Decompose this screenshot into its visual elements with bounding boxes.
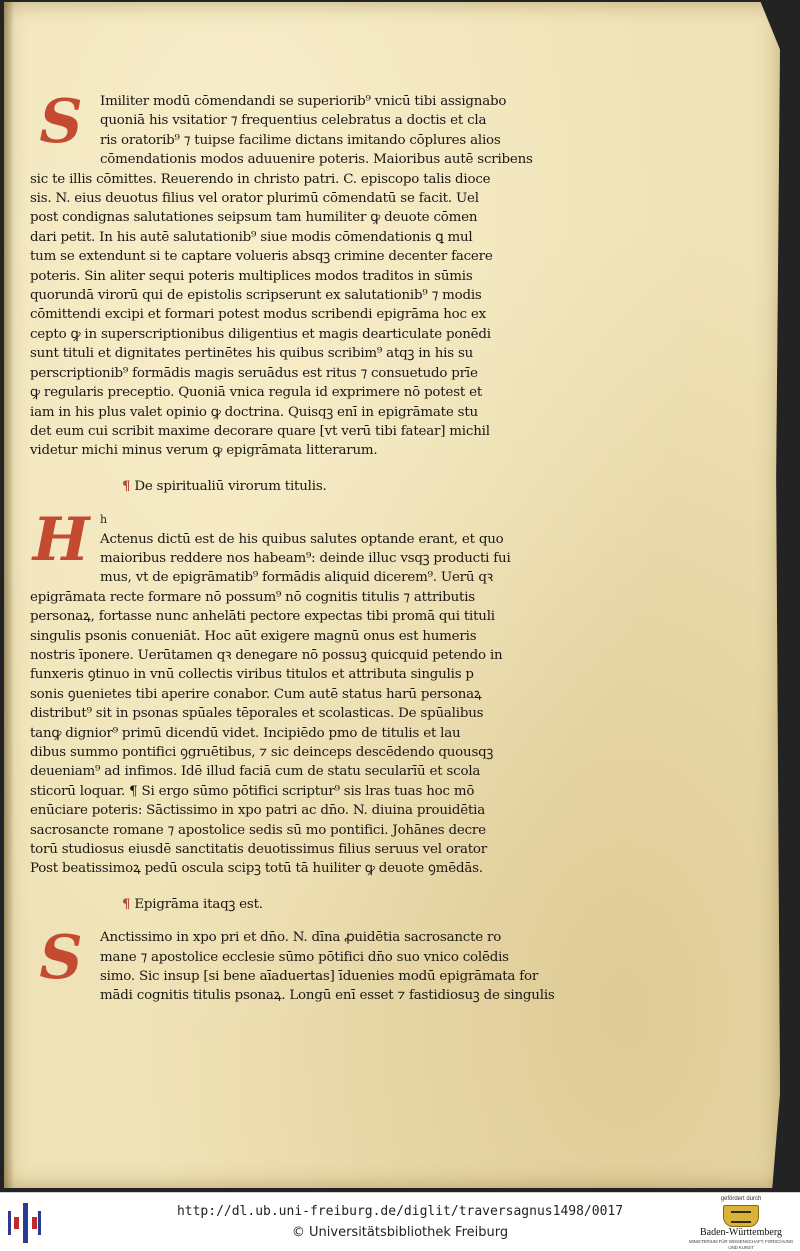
paragraph-2 <box>30 505 578 879</box>
text-line: sic te illis cōmittes. Reuerendo in christo patri. C. episcopo talis dioce <box>30 171 491 187</box>
paragraph-1-lines <box>30 87 578 461</box>
text-line: mane ⁊ apostolice ecclesie sūmo pōtifici dn̄o suo vnico colēdis <box>100 949 509 965</box>
text-line: quoniā his vsitatior ⁊ frequentius celebratus a doctis et cla <box>100 113 487 129</box>
guide-letter: h <box>100 513 107 527</box>
decorated-initial: H <box>32 505 90 576</box>
text-line: cōmendationis modos aduuenire poteris. Maioribus autē scribens <box>100 152 533 168</box>
sponsor-ministry: MINISTERIUM FÜR WISSENSCHAFT, FORSCHUNG UND KUNST <box>688 1239 794 1250</box>
heading-text: De spiritualiū virorum titulis. <box>134 478 327 494</box>
text-line: cepto ꝙ in superscriptionibus diligentius et magis dearticulate ponēdi <box>30 326 491 342</box>
text-line: poteris. Sin aliter sequi poteris multiplices modos traditos in sūmis <box>30 268 473 284</box>
decorated-initial: S <box>39 87 83 157</box>
text-line: tum se extendunt si te captare volueris absqꝫ crimine decenter facere <box>30 249 493 265</box>
text-line: tanꝙ dignior⁹ primū dicendū videt. Incipiēdo pmo de titulis et lau <box>30 725 461 741</box>
text-line: post condignas salutationes seipsum tam humiliter ꝙ deuote cōmen <box>30 210 478 226</box>
sponsor-label: gefördert durch <box>720 1196 762 1202</box>
text-line: personaꝝ, fortasse nunc anhelāti pectore expectas tibi promā qui tituli <box>30 609 495 625</box>
text-line: funxeris ꝯtinuo in vnū collectis viribus titulos et attributa singulis p <box>30 667 474 683</box>
text-line: quorundā virorū qui de epistolis scripserunt ex salutationib⁹ ⁊ modis <box>30 288 482 304</box>
text-line: Imiliter modū cōmendandi se superiorib⁹ vnicū tibi assignabo <box>100 94 507 109</box>
text-line: epigrāmata recte formare nō possum⁹ nō cognitis titulis ⁊ attributis <box>30 589 475 605</box>
heading-text: Epigrāma itaqꝫ est. <box>134 896 263 912</box>
text-line: sis. N. eius deuotus filius vel orator plurimū cōmendatū se facit. Uel <box>30 191 479 207</box>
coat-of-arms-icon <box>723 1205 759 1227</box>
text-line: ꝙ regularis preceptio. Quoniā vnica regula id exprimere nō potest et <box>30 385 483 401</box>
text-line: nostris īponere. Uerūtamen qꝛ denegare nō possuꝫ quicquid petendo in <box>30 647 503 663</box>
text-line: maioribus reddere nos habeam⁹: deinde illuc vsqꝫ producti fui <box>100 550 511 566</box>
text-line: sticorū loquar. ¶ Si ergo sūmo pōtifici scriptur⁹ sis lras tuas hoc mō <box>30 783 475 799</box>
text-line: perscriptionib⁹ formādis magis seruādus est ritus ⁊ consuetudo prīe <box>30 365 478 381</box>
text-line: singulis psonis conueniāt. Hoc aūt exigere magnū onus est humeris <box>30 628 477 644</box>
text-line: det eum cui scribit maxime decorare quare [vt verū tibi fatear] michil <box>30 423 490 439</box>
page-binding-shadow <box>4 2 14 1188</box>
paragraph-3-lines <box>30 923 578 1006</box>
text-line: sunt tituli et dignitates pertinētes his quibus scribim⁹ atqꝫ in his su <box>30 346 474 362</box>
text-line: sonis ꝯuenietes tibi aperire conabor. Cum autē status harū personaꝝ <box>30 686 482 702</box>
text-line: dibus summo pontifici ꝯgruētibus, ⁊ sic deinceps descēdendo quousqꝫ <box>30 745 494 760</box>
viewer-footer <box>0 1192 800 1251</box>
pilcrow-mark: ¶ <box>122 477 131 494</box>
text-line: videtur michi minus verum ꝙ epigrāmata litterarum. <box>30 443 378 459</box>
page-text <box>30 87 578 1006</box>
text-line: deueniam⁹ ad infimos. Idē illud faciā cum de statu secularīū et scola <box>30 764 481 780</box>
text-line: Actenus dictū est de his quibus salutes optande erant, et quo <box>100 531 504 547</box>
paragraph-2-lines <box>30 530 578 879</box>
text-line: cōmittendi excipi et formari potest modus scribendi epigrāma hoc ex <box>30 307 486 323</box>
text-line: enūciare poteris: Sāctissimo in xpo patri ac dn̄o. N. diuina prouidētia <box>30 803 485 819</box>
text-line: torū studiosus eiusdē sanctitatis deuotissimus filius seruus vel orator <box>30 842 487 858</box>
section-heading <box>122 477 578 496</box>
paragraph-3 <box>30 923 578 1006</box>
text-line: sacrosancte romane ⁊ apostolice sedis sū mo pontifici. Johānes decre <box>30 822 486 838</box>
decorated-initial: S <box>39 923 83 994</box>
text-line: mādi cognitis titulis psonaꝝ. Longū enī esset ⁊ fastidiosuꝫ de singulis <box>100 988 555 1004</box>
text-line: Post beatissimoꝝ pedū oscula scipꝫ totū tā huiliter ꝙ deuote ꝯmēdās. <box>30 861 483 877</box>
text-line: iam in his plus valet opinio ꝙ doctrina. Quisqꝫ enī in epigrāmate stu <box>30 404 478 420</box>
sponsor-name: Baden-Württemberg <box>699 1227 782 1238</box>
text-line: dari petit. In his autē salutationib⁹ siue modis cōmendationis ꝗ mul <box>30 229 473 245</box>
paragraph-1 <box>30 87 578 461</box>
text-line: mus, vt de epigrāmatib⁹ formādis aliquid dicerem⁹. Uerū qꝛ <box>100 570 493 586</box>
sponsor-logo[interactable] <box>686 1195 796 1249</box>
text-line: Anctissimo in xpo pri et dn̄o. N. dīna ꝓuidētia sacrosancte ro <box>100 930 502 946</box>
copyright-notice: © Universitätsbibliothek Freiburg <box>291 1225 509 1240</box>
pilcrow-mark: ¶ <box>122 895 131 912</box>
text-line: simo. Sic insup [si bene aīaduertas] īduenies modū epigrāmata for <box>100 969 539 985</box>
text-line: ris oratorib⁹ ⁊ tuipse facilime dictans imitando cōplures alios <box>100 132 501 148</box>
permalink-url[interactable]: http://dl.ub.uni-freiburg.de/diglit/traversagnus1498/0017 <box>176 1204 624 1219</box>
section-heading <box>122 895 578 914</box>
text-line: distribut⁹ sit in psonas spūales tēporales et scolasticas. De spūalibus <box>30 706 484 722</box>
